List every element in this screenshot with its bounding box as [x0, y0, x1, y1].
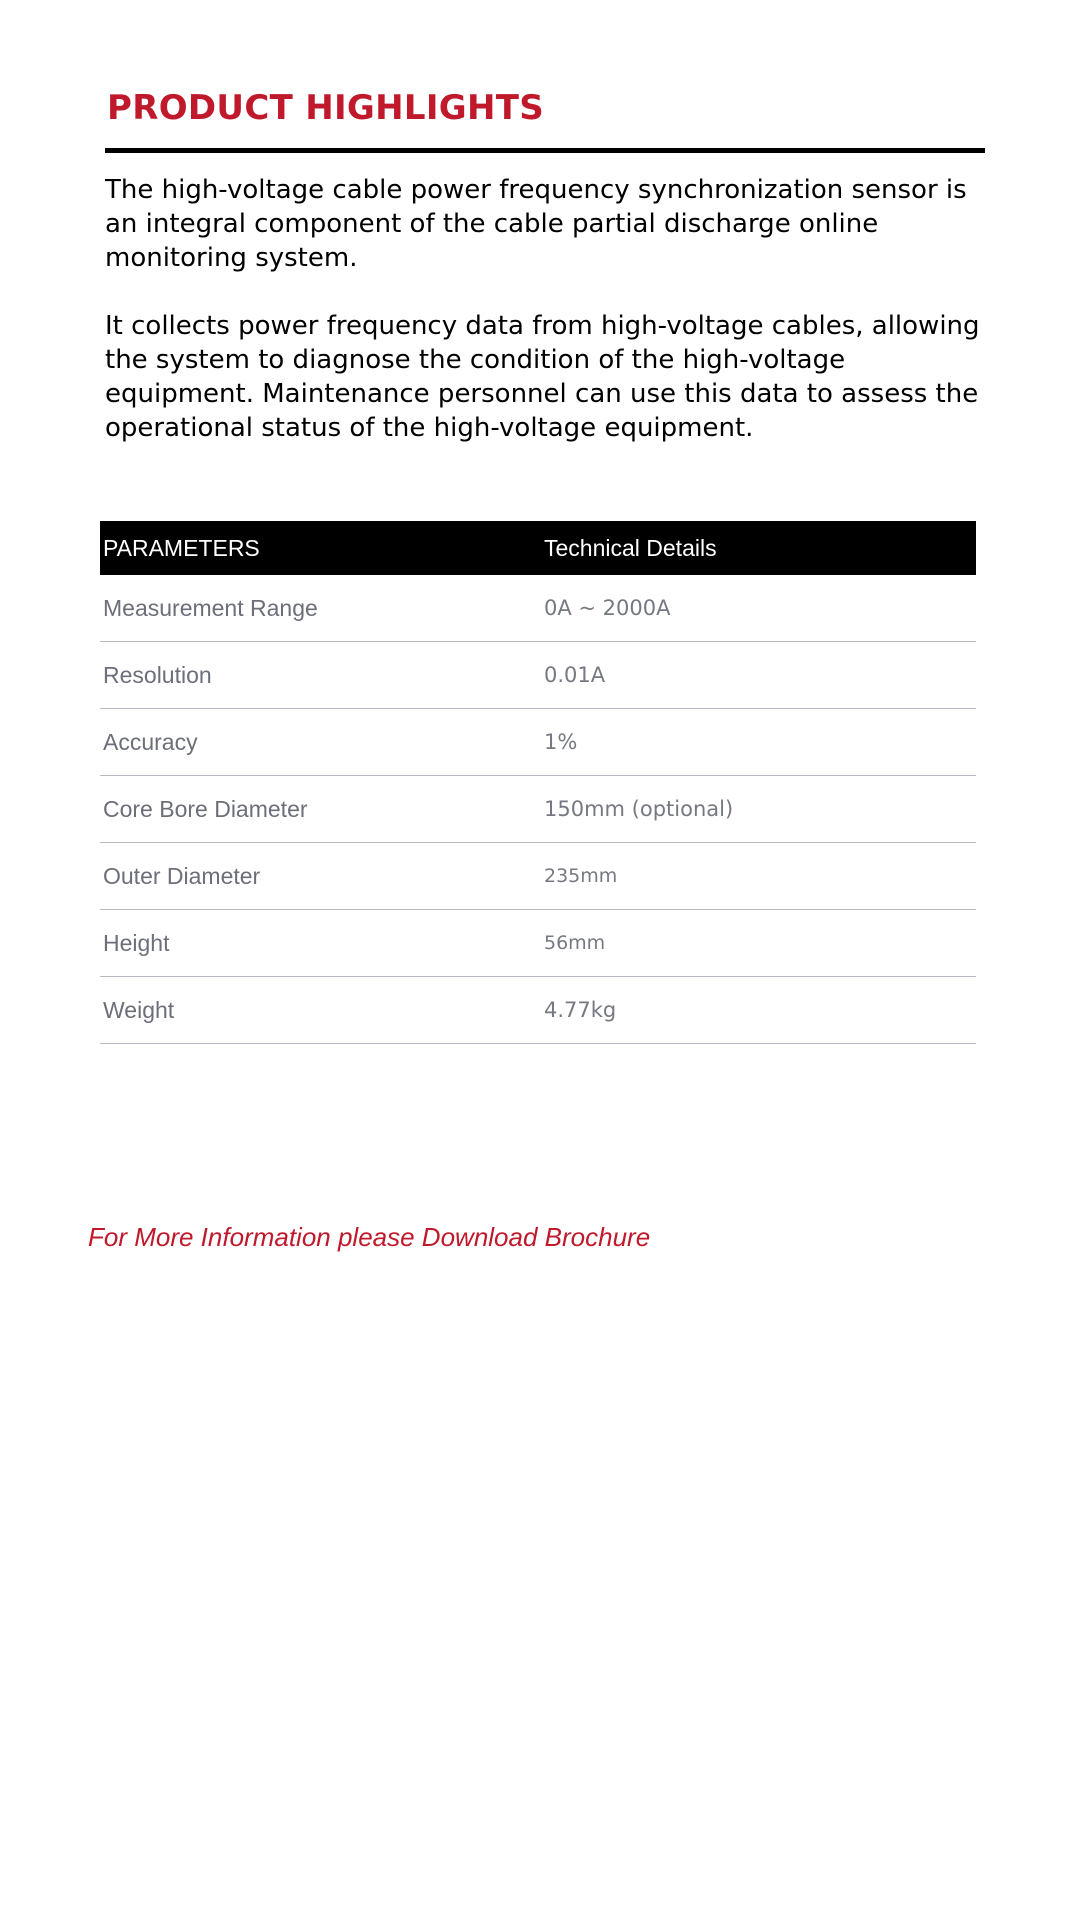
- table-row: [100, 910, 976, 977]
- param-name: Measurement Range: [100, 575, 541, 642]
- table-row: [100, 776, 976, 843]
- table-row: [100, 977, 976, 1044]
- table-row: [100, 575, 976, 642]
- title-divider: [105, 148, 985, 153]
- param-name: Core Bore Diameter: [100, 776, 541, 843]
- spec-table: [100, 521, 976, 1044]
- spec-table-header-row: [100, 521, 976, 575]
- param-name: Outer Diameter: [100, 843, 541, 910]
- download-brochure-link[interactable]: For More Information please Download Brochure: [88, 1222, 651, 1252]
- highlights-paragraph-2: It collects power frequency data from high-voltage cables, allowing the system to diagnose the condition of the high-voltage equipment. Maintenance personnel can use this data to assess the operational status of the high-voltage equipment.: [105, 311, 980, 443]
- param-name: Resolution: [100, 642, 541, 709]
- param-value: 235mm: [541, 843, 976, 910]
- param-value: 4.77kg: [541, 977, 976, 1044]
- header-parameters: PARAMETERS: [100, 521, 541, 575]
- param-value: 56mm: [541, 910, 976, 977]
- param-name: Accuracy: [100, 709, 541, 776]
- table-row: [100, 642, 976, 709]
- header-technical-details: Technical Details: [541, 521, 976, 575]
- param-name: Height: [100, 910, 541, 977]
- highlights-paragraph-1: The high-voltage cable power frequency synchronization sensor is an integral component of the cable partial discharge online monitoring system.: [105, 175, 967, 273]
- param-value: 0.01A: [541, 642, 976, 709]
- param-name: Weight: [100, 977, 541, 1044]
- param-value: 1%: [541, 709, 976, 776]
- param-value: 0A ~ 2000A: [541, 575, 976, 642]
- product-highlights-title: PRODUCT HIGHLIGHTS: [107, 88, 545, 128]
- table-row: [100, 843, 976, 910]
- table-row: [100, 709, 976, 776]
- param-value: 150mm (optional): [541, 776, 976, 843]
